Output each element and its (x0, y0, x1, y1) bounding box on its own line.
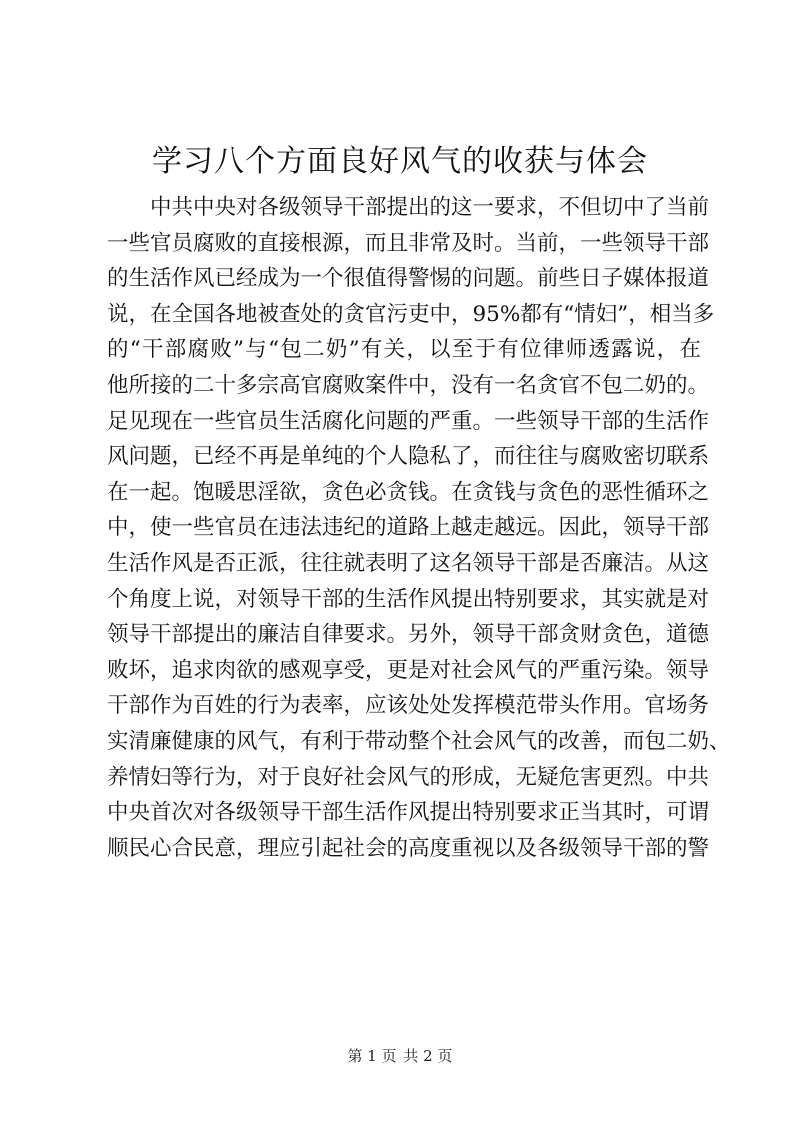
text-line: 生活作风是否正派，往往就表明了这名领导干部是否廉洁。从这 (107, 550, 710, 576)
text-line: 中共中央对各级领导干部提出的这一要求，不但切中了当前 (150, 195, 710, 220)
text-line: 个角度上说，对领导干部的生活作风提出特别要求，其实就是对 (107, 586, 710, 612)
text-line: 实清廉健康的风气，有利于带动整个社会风气的改善，而包二奶、 (107, 728, 731, 754)
text-line: 足见现在一些官员生活腐化问题的严重。一些领导干部的生活作 (107, 408, 710, 434)
text-line: 养情妇等行为，对于良好社会风气的形成，无疑危害更烈。中共 (107, 764, 710, 790)
text-line: 的“干部腐败”与“包二奶”有关，以至于有位律师透露说，在 (107, 337, 701, 363)
page-title: 学习八个方面良好风气的收获与体会 (152, 144, 648, 179)
text-line: 说，在全国各地被查处的贪官污吏中，95%都有“情妇”，相当多 (107, 301, 715, 327)
text-line: 风问题，已经不再是单纯的个人隐私了，而往往与腐败密切联系 (107, 444, 710, 470)
text-line: 干部作为百姓的行为表率，应该处处发挥模范带头作用。官场务 (107, 693, 710, 719)
text-line: 一些官员腐败的直接根源，而且非常及时。当前，一些领导干部 (107, 230, 710, 256)
text-line: 中央首次对各级领导干部生活作风提出特别要求正当其时，可谓 (107, 800, 710, 826)
text-line: 在一起。饱暖思淫欲，贪色必贪钱。在贪钱与贪色的恶性循环之 (107, 479, 710, 505)
text-line: 顺民心合民意，理应引起社会的高度重视以及各级领导干部的警 (107, 835, 710, 861)
text-line: 领导干部提出的廉洁自律要求。另外，领导干部贪财贪色，道德 (107, 622, 710, 648)
page-footer (0, 1046, 800, 1066)
text-line: 中，使一些官员在违法违纪的道路上越走越远。因此，领导干部 (107, 515, 710, 541)
page-number: 第 1 页 (347, 1047, 397, 1065)
text-line: 败坏，追求肉欲的感观享受，更是对社会风气的严重污染。领导 (107, 657, 710, 683)
text-line: 的生活作风已经成为一个很值得警惕的问题。前些日子媒体报道 (107, 266, 710, 292)
page-total: 共 2 页 (403, 1047, 453, 1065)
text-line: 他所接的二十多宗高官腐败案件中，没有一名贪官不包二奶的。 (107, 372, 710, 398)
body-text (107, 190, 731, 866)
